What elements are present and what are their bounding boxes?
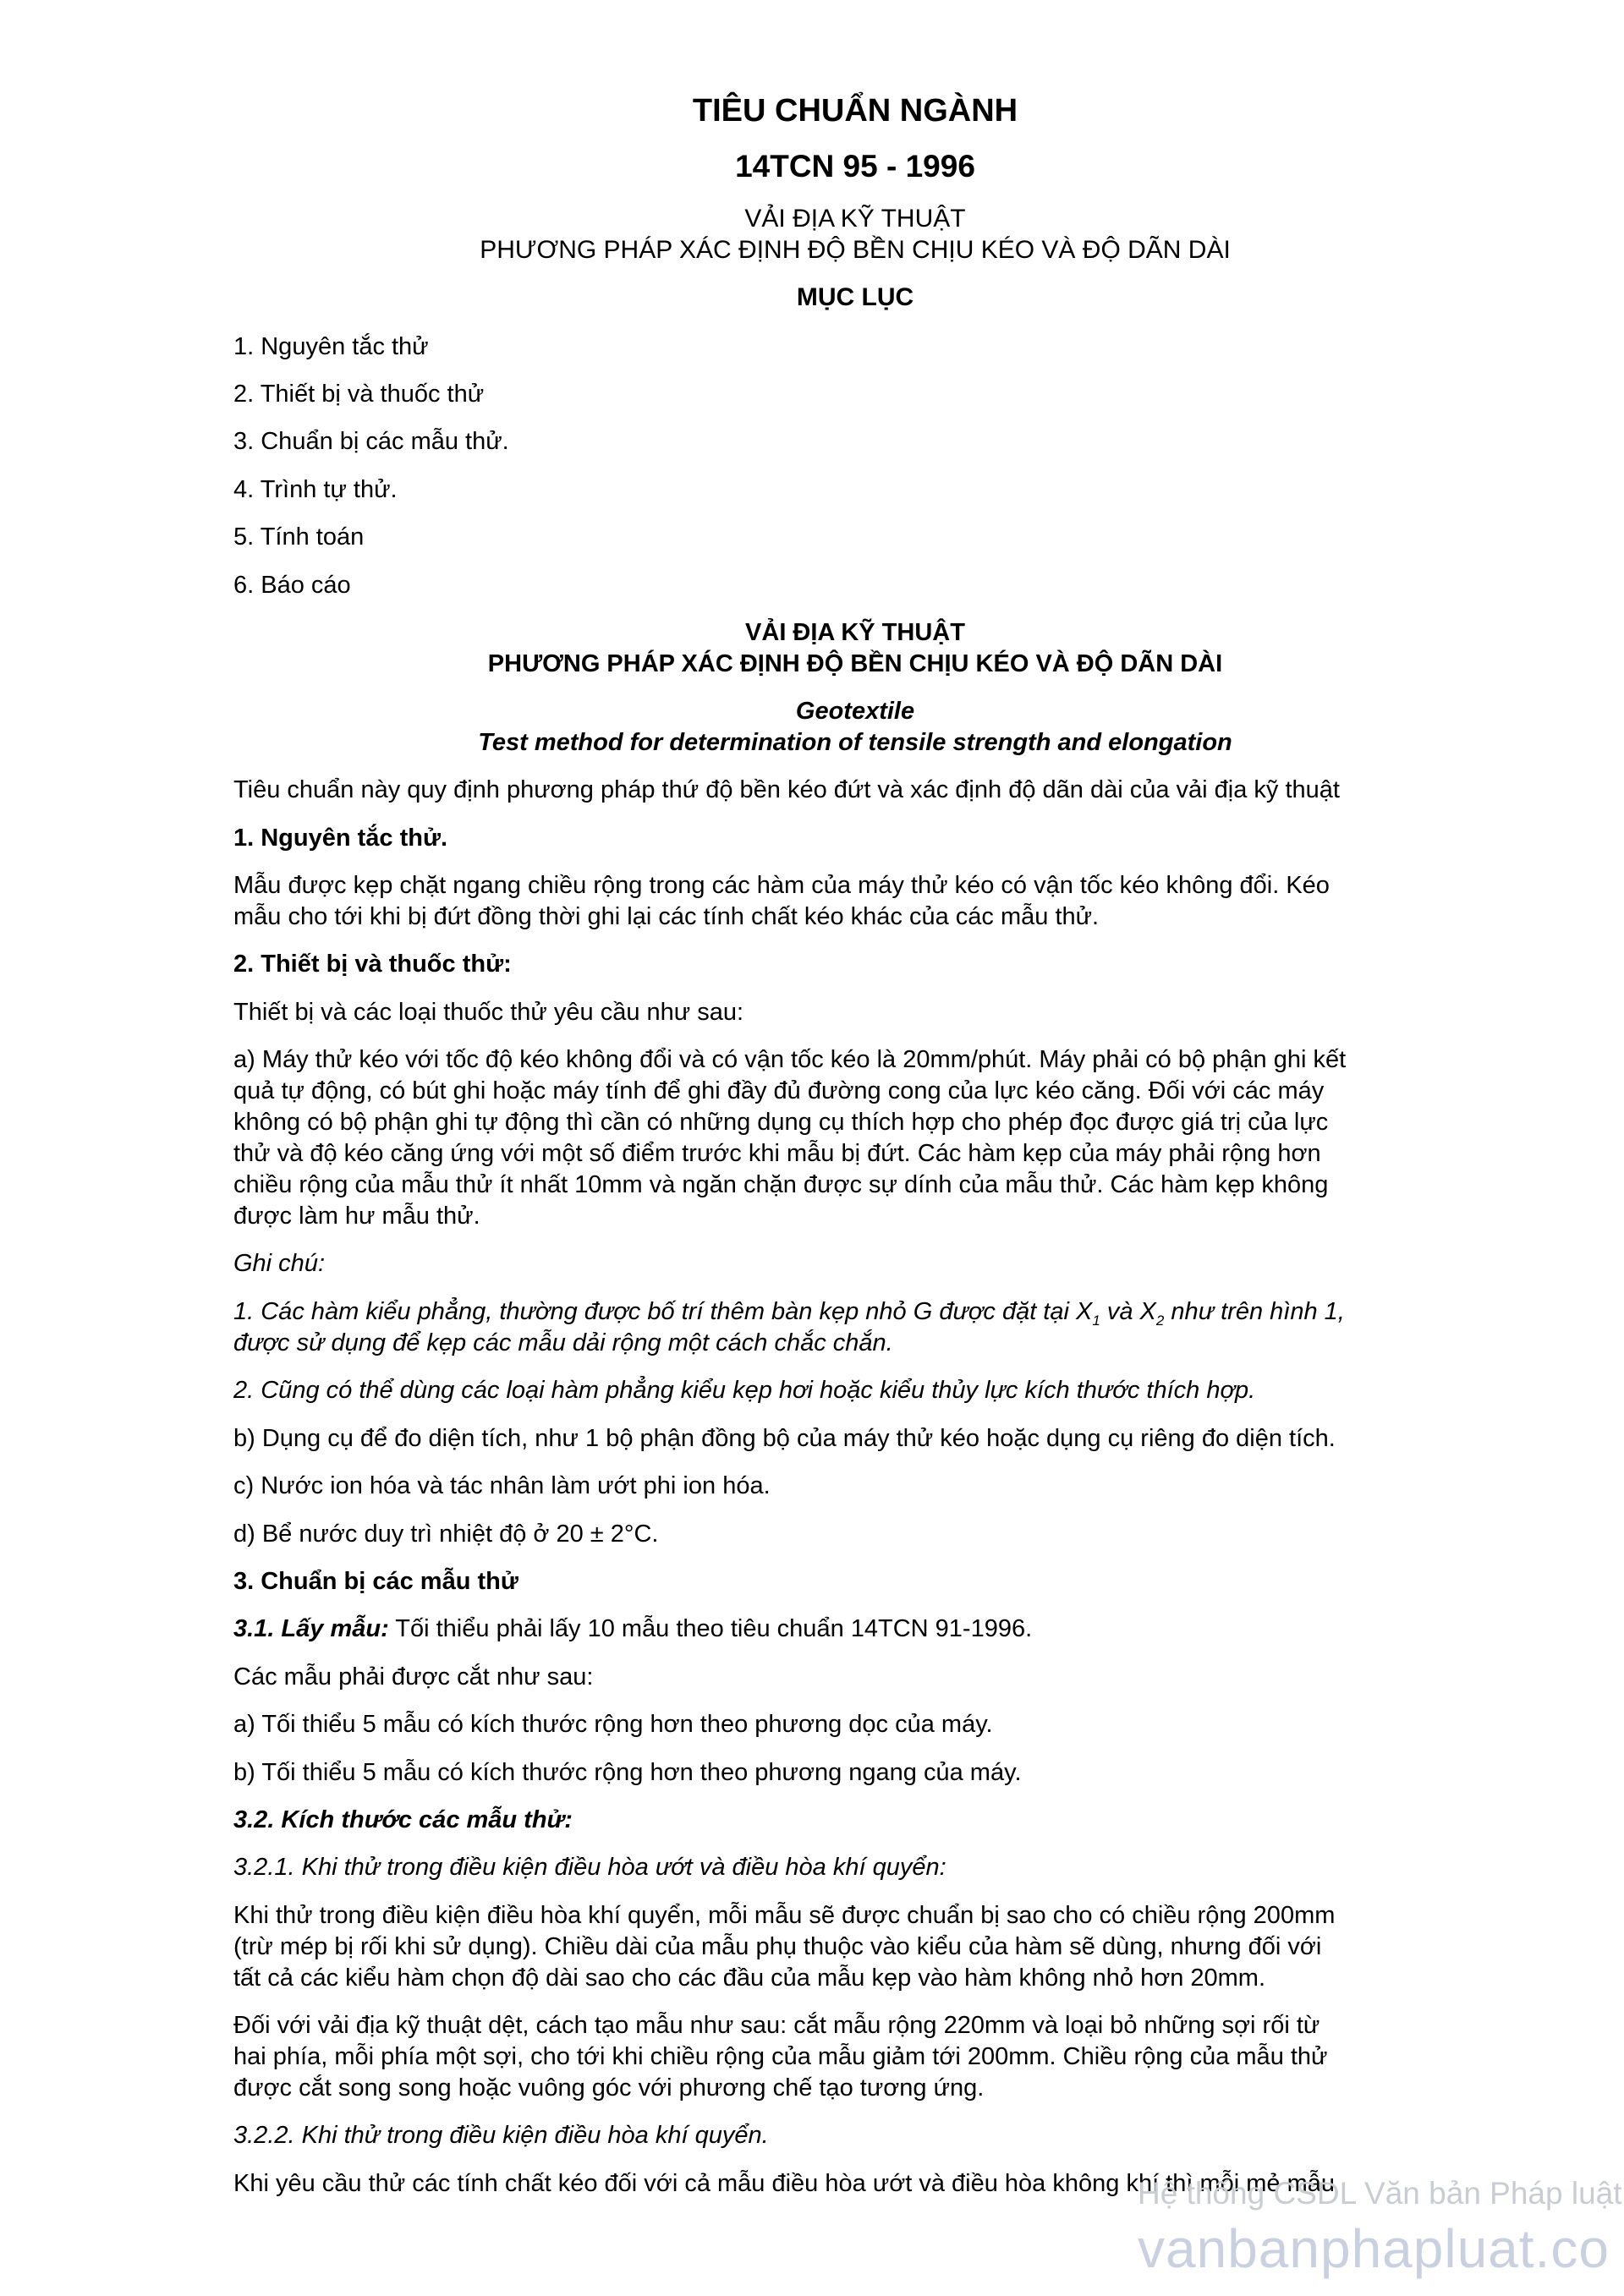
section-1-text: Mẫu được kẹp chặt ngang chiều rộng trong các hàm của máy thử kéo có vận tốc kéo không đổi. Kéo [233,872,1330,899]
section-3-heading: 3. Chuẩn bị các mẫu thử [233,1568,518,1595]
section-2-heading: 2. Thiết bị và thuốc thử: [233,951,512,978]
watermark-site: vanbanphapluat.co [1138,2218,1610,2279]
watermark-caption: Hệ thống CSDL Văn bản Pháp luật [1138,2176,1622,2211]
standard-subtitle-1: VẢI ĐỊA KỸ THUẬT [744,205,966,233]
item-a-text: thử và độ kéo căng ứng với một số điểm trước khi mẫu bị đứt. Các hàm kẹp của máy phải rộng hơn [233,1140,1321,1167]
section-1-text: mẫu cho tới khi bị đứt đồng thời ghi lại các tính chất kéo khác của các mẫu thử. [233,903,1100,930]
section-3-1: 3.1. Lấy mẫu: Tối thiểu phải lấy 10 mẫu theo tiêu chuẩn 14TCN 91-1996. [233,1615,1033,1642]
standard-subtitle-2: PHƯƠNG PHÁP XÁC ĐỊNH ĐỘ BỀN CHỊU KÉO VÀ ĐỘ DÃN DÀI [480,236,1231,264]
note-heading: Ghi chú: [233,1250,325,1277]
paragraph-woven: hai phía, mỗi phía một sợi, cho tới khi chiều rộng của mẫu giảm tới 200mm. Chiều rộng của mẫu thử [233,2043,1328,2070]
item-a-text: không có bộ phận ghi tự động thì cần có những dụng cụ thích hợp cho phép đọc được giá trị của lực [233,1109,1329,1136]
body-title-1: VẢI ĐỊA KỸ THUẬT [745,619,965,646]
section-3-2-1-heading: 3.2.1. Khi thử trong điều kiện điều hòa ướt và điều hòa khí quyển: [233,1854,946,1881]
english-title-2: Test method for determination of tensile strength and elongation [478,729,1232,756]
cut-item-b: b) Tối thiểu 5 mẫu có kích thước rộng hơn theo phương ngang của máy. [233,1759,1022,1786]
body-title-2: PHƯƠNG PHÁP XÁC ĐỊNH ĐỘ BỀN CHỊU KÉO VÀ ĐỘ DÃN DÀI [487,650,1223,677]
section-1-heading: 1. Nguyên tắc thử. [233,825,448,852]
paragraph-3-2-1: (trừ mép bị rối khi sử dụng). Chiều dài của mẫu phụ thuộc vào kiểu của hàm sẽ dùng, nhưng đối với [233,1933,1322,1960]
section-3-2-2-heading: 3.2.2. Khi thử trong điều kiện điều hòa khí quyển. [233,2122,769,2149]
section-3-2-heading: 3.2. Kích thước các mẫu thử: [233,1806,573,1833]
note-1-cont: được sử dụng để kẹp các mẫu dải rộng một cách chắc chắn. [233,1329,893,1356]
last-line: Khi yêu cầu thử các tính chất kéo đối với cả mẫu điều hòa ướt và điều hòa không khí thì mỗi mẻ mẫu [233,2170,1336,2197]
english-title-1: Geotextile [795,698,915,725]
paragraph-woven: Đối với vải địa kỹ thuật dệt, cách tạo mẫu như sau: cắt mẫu rộng 220mm và loại bỏ những sợi rối từ [233,2012,1320,2039]
toc-item: 5. Tính toán [233,523,365,551]
item-a-text: được làm hư mẫu thử. [233,1203,480,1230]
item-a-text: quả tự động, có bút ghi hoặc máy tính để ghi đầy đủ đường cong của lực kéo căng. Đối với các máy [233,1077,1325,1104]
paragraph-3-2-1: Khi thử trong điều kiện điều hòa khí quyển, mỗi mẫu sẽ được chuẩn bị sao cho có chiều rộng 200mm [233,1902,1336,1929]
paragraph-3-2-1: tất cả các kiểu hàm chọn độ dài sao cho các đầu của mẫu kẹp vào hàm không nhỏ hơn 20mm. [233,1964,1266,1992]
toc-item: 4. Trình tự thử. [233,476,398,503]
toc-item: 1. Nguyên tắc thử [233,333,429,360]
item-c-text: c) Nước ion hóa và tác nhân làm ướt phi ion hóa. [233,1472,771,1499]
note-1: 1. Các hàm kiểu phẳng, thường được bố trí thêm bàn kẹp nhỏ G được đặt tại $X_1$ và $X_2$ như trên hình 1, [233,1298,1345,1329]
item-d-text: d) Bể nước duy trì nhiệt độ ở 20 ± 2°C. [233,1521,659,1548]
section-2-intro: Thiết bị và các loại thuốc thử yêu cầu như sau: [233,999,744,1026]
toc-item: 2. Thiết bị và thuốc thử [233,381,485,408]
toc-item: 6. Báo cáo [233,572,351,599]
toc-item: 3. Chuẩn bị các mẫu thử. [233,428,509,455]
cut-item-a: a) Tối thiểu 5 mẫu có kích thước rộng hơn theo phương dọc của máy. [233,1711,993,1738]
item-a-text: a) Máy thử kéo với tốc độ kéo không đổi và có vận tốc kéo là 20mm/phút. Máy phải có bộ phận ghi kết [233,1046,1347,1073]
standard-title: TIÊU CHUẨN NGÀNH [692,93,1018,129]
item-a-text: chiều rộng của mẫu thử ít nhất 10mm và ngăn chặn được sự dính của mẫu thử. Các hàm kẹp không [233,1171,1329,1198]
toc-heading: MỤC LỤC [796,283,914,311]
note-2: 2. Cũng có thể dùng các loại hàm phẳng kiểu kẹp hơi hoặc kiểu thủy lực kích thước thích hợp. [233,1377,1256,1404]
intro-paragraph: Tiêu chuẩn này quy định phương pháp thứ độ bền kéo đứt và xác định độ dãn dài của vải địa kỹ thuật [233,776,1340,803]
item-b-text: b) Dụng cụ để đo diện tích, như 1 bộ phận đồng bộ của máy thử kéo hoặc dụng cụ riêng đo diện tích. [233,1425,1336,1452]
cut-intro: Các mẫu phải được cắt như sau: [233,1663,594,1690]
paragraph-woven: được cắt song song hoặc vuông góc với phương chế tạo tương ứng. [233,2074,985,2101]
standard-code: 14TCN 95 - 1996 [735,149,975,184]
